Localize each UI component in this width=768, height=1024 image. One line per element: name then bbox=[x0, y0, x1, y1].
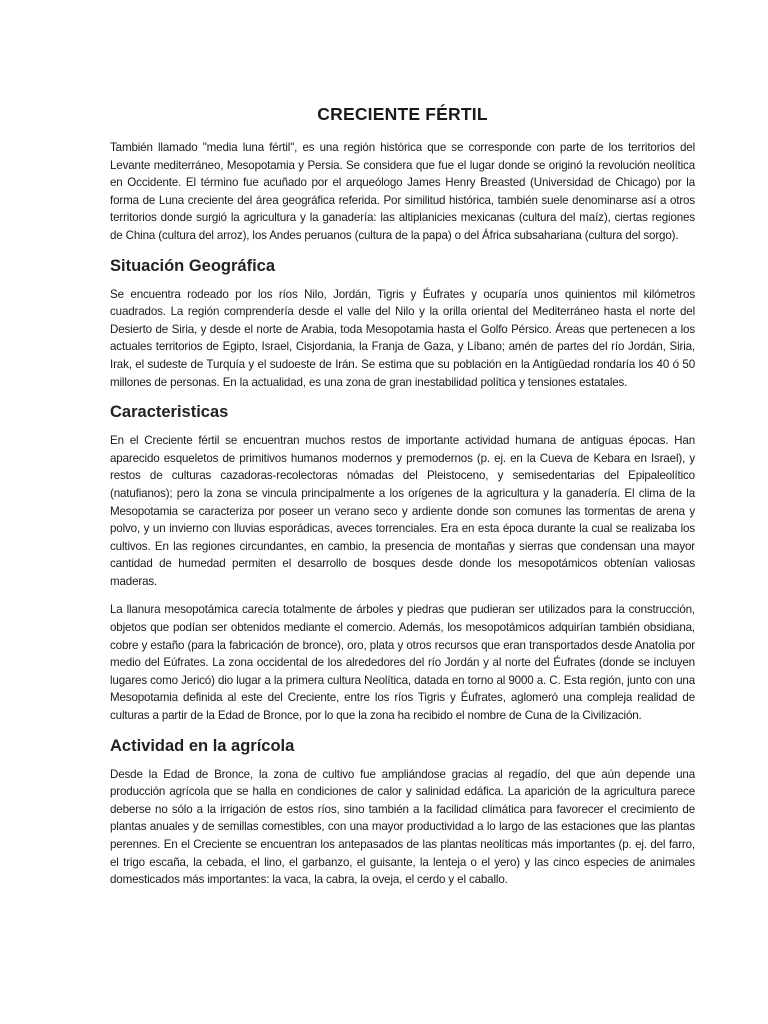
section-actividad-agricola bbox=[110, 737, 695, 889]
section-heading: Situación Geográfica bbox=[110, 256, 276, 275]
intro-paragraph: También llamado "media luna fértil", es una región histórica que se corresponde con parte de los territorios del Levante mediterráneo, Mesopotamia y Persia. Se considera que fue el lugar donde se originó la revolución neolítica en Occidente. El término fue acuñado por el arqueólogo James Henry Breasted (Universidad de Chicago) por la forma de Luna creciente del área geográfica referida. Por similitud histórica, también suele denominarse así a otros territorios donde surgió la agricultura y la ganadería: las altiplanicies mexicanas (cultura del maíz), ciertas regiones de China (cultura del arroz), los Andes peruanos (cultura de la papa) o del África subsahariana (cultura del sorgo). bbox=[110, 141, 695, 242]
document-page bbox=[110, 104, 695, 900]
section-paragraph: Se encuentra rodeado por los ríos Nilo, Jordán, Tigris y Éufrates y ocuparía unos quinientos mil kilómetros cuadrados. La región comprendería desde el valle del Nilo y la orilla oriental del Mediterráneo hasta el norte del Desierto de Siria, y desde el norte de Arabia, toda Mesopotamia hasta el Golfo Pérsico. Áreas que pertenecen a los actuales territorios de Egipto, Israel, Cisjordania, la Franja de Gaza, y Líbano; amén de partes del río Jordán, Siria, Irak, el sudeste de Turquía y el sudoeste de Irán. Se estima que su población en la Antigüedad rondaría los 40 ó 50 millones de personas. En la actualidad, es una zona de gran inestabilidad política y tensiones estatales. bbox=[110, 287, 695, 389]
section-heading: Actividad en la agrícola bbox=[110, 736, 295, 755]
section-paragraph: Desde la Edad de Bronce, la zona de cultivo fue ampliándose gracias al regadío, del que aún depende una producción agrícola que se halla en condiciones de calor y salinidad edáfica. La aparición de la agricultura parece deberse no sólo a la irrigación de estos ríos, sino también a la facilidad climática para favorecer el crecimiento de plantas anuales y de semillas comestibles, con una mayor productividad a lo largo de las estaciones que las plantas perennes. En el Creciente se encuentran los antepasados de las plantas neolíticas más importantes (p. ej. del farro, el trigo escaña, la cebada, el lino, el garbanzo, el guisante, la lenteja o el yero) y las cinco especies de animales domesticados más importantes: la vaca, la cabra, la oveja, el cerdo y el caballo. bbox=[110, 767, 695, 887]
section-paragraph: La llanura mesopotámica carecía totalmente de árboles y piedras que pudieran ser utilizados para la construcción, objetos que podían ser obtenidos mediante el comercio. Además, los mesopotámicos adquirían también obsidiana, cobre y estaño (para la fabricación de bronce), oro, plata y otros recursos que eran transportados desde Anatolia por medio del Eúfrates. La zona occidental de los alrededores del río Jordán y al norte del Éufrates (donde se incluyen lugares como Jericó) dio lugar a la primera cultura Neolítica, datada en torno al 9000 a. C. Esta región, junto con una Mesopotamia definida al este del Creciente, entre los ríos Tigris y Éufrates, aglomeró una compleja realidad de culturas a partir de la Edad de Bronce, por lo que la zona ha recibido el nombre de Cuna de la Civilización. bbox=[110, 603, 695, 723]
section-caracteristicas bbox=[110, 403, 695, 725]
section-paragraph: En el Creciente fértil se encuentran muchos restos de importante actividad humana de antiguas épocas. Han aparecido esqueletos de primitivos humanos modernos y premodernos (p. ej. en la Cueva de Kebara en Israel), y restos de culturas cazadoras-recolectoras nómadas del Pleistoceno, y semisedentarias del Epipaleolítico (natufianos); pero la zona se vincula principalmente a los orígenes de la agricultura y la ganadería. El clima de la Mesopotamia se caracteriza por poseer un verano seco y ardiente donde son comunes las tormentas de arena y polvo, y un invierno con lluvias esporádicas, aveces torrenciales. Era en esta época durante la cual se realizaba los cultivos. En las regiones circundantes, en cambio, la presencia de montañas y sierras que condensan una mayor cantidad de humedad permiten el desarrollo de bosques desde donde los mesopotámicos obtenían valiosas maderas. bbox=[110, 434, 695, 588]
section-situacion-geografica bbox=[110, 257, 695, 392]
section-heading: Caracteristicas bbox=[110, 403, 229, 422]
page-title: CRECIENTE FÉRTIL bbox=[317, 104, 488, 124]
